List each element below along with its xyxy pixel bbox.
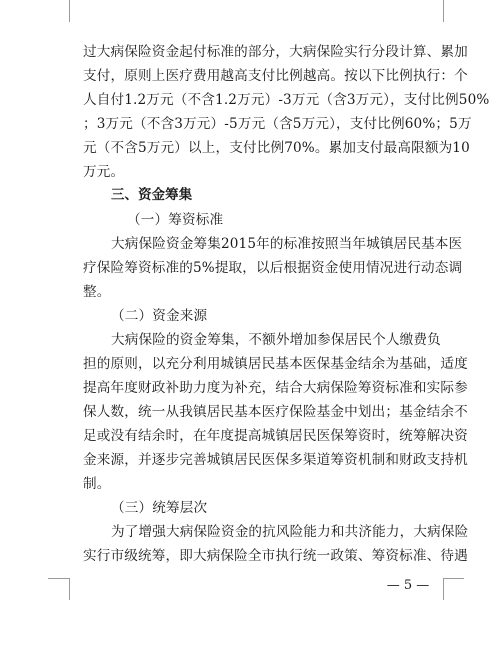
paragraph-line: 为了增强大病保险资金的抗风险能力和共济能力，大病保险 xyxy=(111,524,469,540)
paragraph-line: 人自付1.2万元（不含1.2万元）-3万元（含3万元），支付比例50% xyxy=(83,92,490,108)
crop-mark-bottom-left-v xyxy=(69,578,70,600)
paragraph-line: 提高年度财政补助力度为补充，结合大病保险筹资标准和实际参 xyxy=(83,380,468,396)
subsection-heading: （一）筹资标准 xyxy=(127,212,224,228)
crop-mark-bottom-left-h xyxy=(48,578,69,579)
paragraph-line: ；3万元（不含3万元）-5万元（含5万元），支付比例60%；5万 xyxy=(83,116,472,132)
paragraph-line: 实行市级统筹，即大病保险全市执行统一政策、筹资标准、待遇 xyxy=(83,548,468,564)
body-text xyxy=(83,40,490,568)
crop-mark-bottom-right-v xyxy=(443,578,444,600)
crop-mark-bottom-right-h xyxy=(443,578,464,579)
paragraph-line: 大病保险的资金筹集，不额外增加参保居民个人缴费负 xyxy=(111,332,441,348)
crop-mark-top-right-v xyxy=(443,0,444,22)
paragraph-line: 过大病保险资金起付标准的部分，大病保险实行分段计算、累加 xyxy=(83,44,468,60)
section-heading: 三、资金筹集 xyxy=(111,188,193,203)
subsection-heading: （三）统筹层次 xyxy=(111,500,208,516)
paragraph-line: 大病保险资金筹集2015年的标准按照当年城镇居民基本医 xyxy=(111,236,463,252)
paragraph-line: 足或没有结余时，在年度提高城镇居民医保筹资时，统筹解决资 xyxy=(83,428,468,444)
paragraph-line: 万元。 xyxy=(83,164,125,180)
paragraph-line: 支付，原则上医疗费用越高支付比例越高。按以下比例执行：个 xyxy=(83,68,468,84)
page-number: — 5 — xyxy=(386,578,430,593)
paragraph-line: 疗保险筹资标准的5%提取，以后根据资金使用情况进行动态调 xyxy=(83,260,463,276)
paragraph-line: 整。 xyxy=(83,284,111,300)
subsection-heading: （二）资金来源 xyxy=(111,308,208,324)
paragraph-line: 制。 xyxy=(83,476,111,492)
paragraph-line: 担的原则，以充分利用城镇居民基本医保基金结余为基础，适度 xyxy=(83,356,468,372)
paragraph-line: 保人数，统一从我镇居民基本医疗保险基金中划出；基金结余不 xyxy=(83,404,468,420)
paragraph-line: 金来源，并逐步完善城镇居民医保多渠道筹资机制和财政支持机 xyxy=(83,452,468,468)
paragraph-line: 元（不含5万元）以上，支付比例70%。累加支付最高限额为10 xyxy=(83,140,470,156)
crop-mark-top-left-v xyxy=(69,0,70,22)
